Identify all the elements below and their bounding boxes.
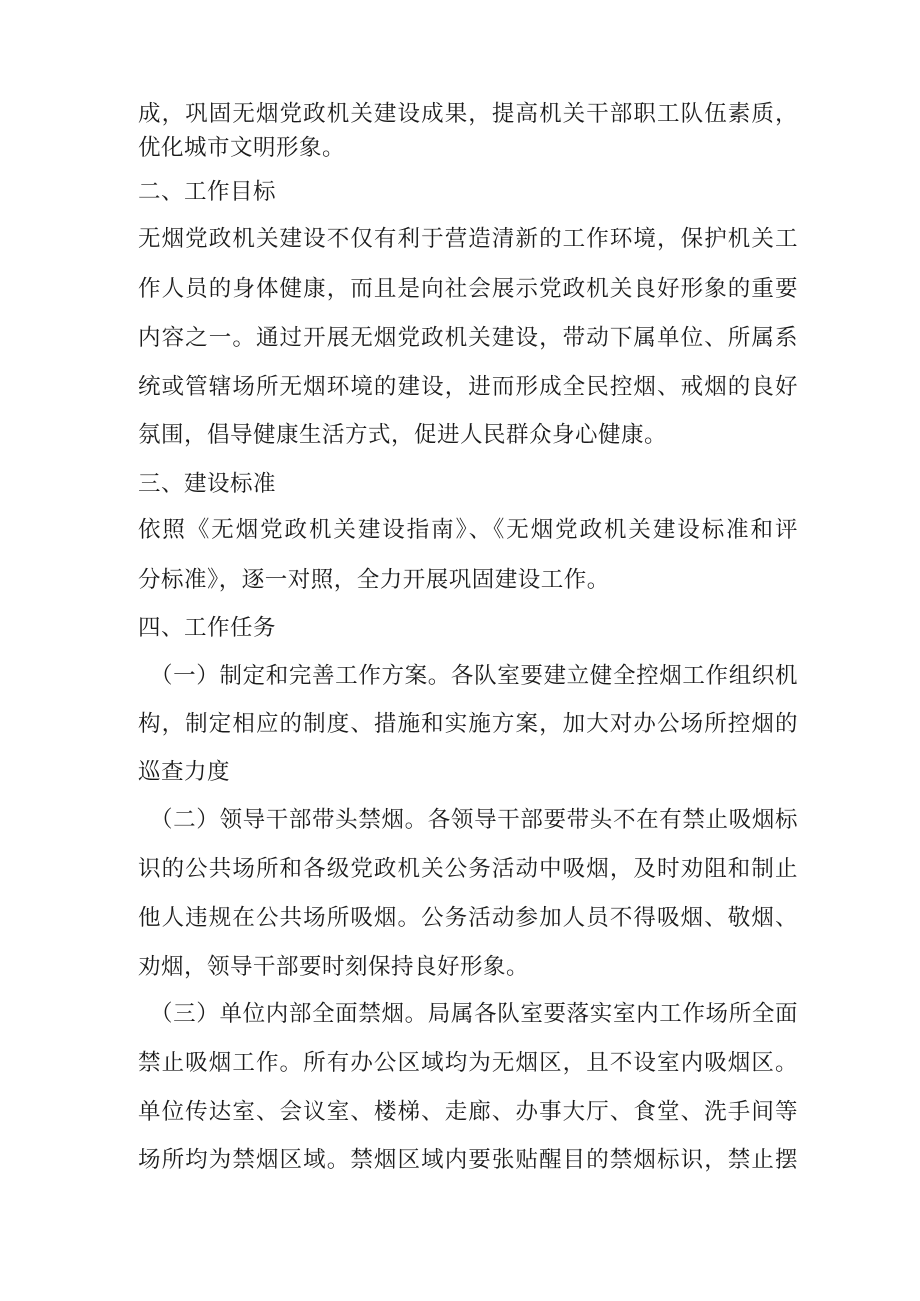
paragraph-line: 构，制定相应的制度、措施和实施方案，加大对办公场所控烟的 [138,711,798,737]
section-heading: 三、建设标准 [138,471,277,497]
paragraph-line: 劝烟，领导干部要时刻保持良好形象。 [138,954,530,980]
paragraph-line: 氛围，倡导健康生活方式，促进人民群众身心健康。 [138,422,668,448]
paragraph-line: 无烟党政机关建设不仅有利于营造清新的工作环境，保护机关工 [138,226,798,252]
paragraph-line: 统或管辖场所无烟环境的建设，进而形成全民控烟、戒烟的良好 [138,374,798,400]
paragraph-line: 作人员的身体健康，而且是向社会展示党政机关良好形象的重要 [138,276,798,302]
paragraph-line: （一）制定和完善工作方案。各队室要建立健全控烟工作组织机 [150,663,798,689]
paragraph-line: 禁止吸烟工作。所有办公区域均为无烟区，且不设室内吸烟区。 [138,1050,798,1076]
paragraph-line: 分标准》，逐一对照，全力开展巩固建设工作。 [138,567,610,593]
section-heading: 四、工作任务 [138,615,277,641]
section-heading: 二、工作目标 [138,179,277,205]
paragraph-line: 场所均为禁烟区域。禁烟区域内要张贴醒目的禁烟标识，禁止摆 [138,1147,798,1173]
paragraph-line: 巡查力度 [138,759,231,785]
paragraph-line: （三）单位内部全面禁烟。局属各队室要落实室内工作场所全面 [150,1001,798,1027]
paragraph-line: （二）领导干部带头禁烟。各领导干部要带头不在有禁止吸烟标 [150,807,798,833]
paragraph-line: 优化城市文明形象。 [138,135,346,161]
paragraph-line: 单位传达室、会议室、楼梯、走廊、办事大厅、食堂、洗手间等 [138,1099,798,1125]
paragraph-line: 他人违规在公共场所吸烟。公务活动参加人员不得吸烟、敬烟、 [138,905,798,931]
paragraph-line: 成，巩固无烟党政机关建设成果，提高机关干部职工队伍素质， [138,101,798,127]
paragraph-line: 内容之一。通过开展无烟党政机关建设，带动下属单位、所属系 [138,325,798,351]
paragraph-line: 识的公共场所和各级党政机关公务活动中吸烟，及时劝阻和制止 [138,856,798,882]
paragraph-line: 依照《无烟党政机关建设指南》、《无烟党政机关建设标准和评 [138,517,798,543]
